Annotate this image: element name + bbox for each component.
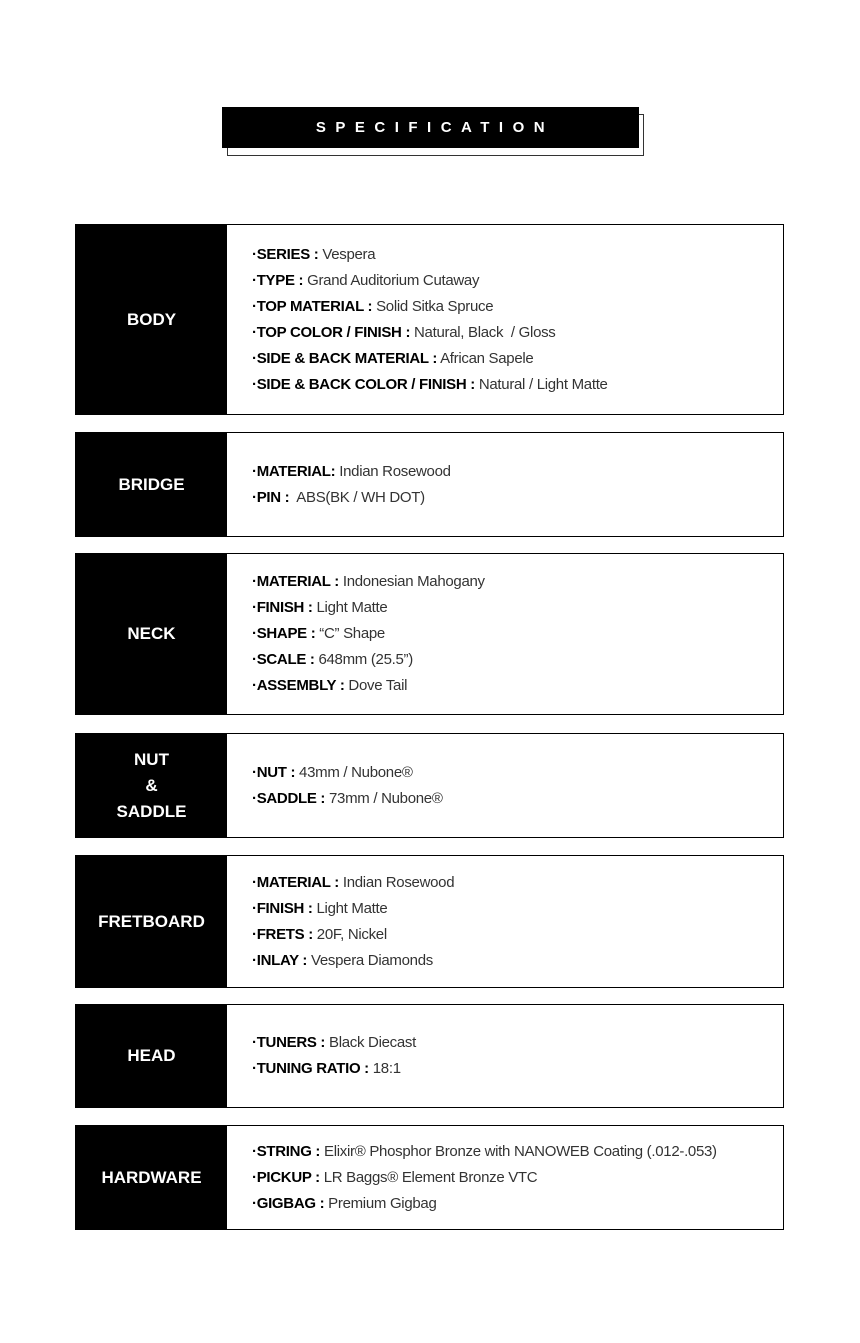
spec-row (252, 569, 783, 595)
spec-value: LR Baggs® Element Bronze VTC (319, 1168, 538, 1186)
section-details-fretboard (227, 856, 783, 987)
spec-row (252, 786, 783, 812)
spec-key: ·SIDE & BACK COLOR / FINISH : (252, 375, 475, 393)
spec-value: Black Diecast (325, 1034, 416, 1051)
section-label-body (76, 225, 227, 414)
spec-section-bridge (75, 432, 784, 537)
section-label-nut-saddle (76, 734, 227, 837)
section-label-fretboard (76, 856, 227, 987)
section-label-neck (76, 554, 227, 714)
section-label-head (76, 1005, 227, 1107)
spec-row (252, 621, 783, 647)
section-details-body (227, 225, 783, 414)
spec-key: ·GIGBAG : (252, 1194, 325, 1212)
spec-value: Indian Rosewood (335, 462, 451, 480)
spec-value: 648mm (25.5”) (314, 651, 413, 668)
section-label-line: FRETBOARD (98, 911, 205, 931)
spec-key: ·NUT : (252, 763, 296, 781)
spec-key: ·FINISH : (252, 599, 313, 616)
spec-section-fretboard (75, 855, 784, 988)
section-label-bridge (76, 433, 227, 536)
section-label-line: NECK (127, 624, 176, 643)
spec-row (252, 1056, 783, 1082)
section-label-line: BRIDGE (118, 474, 185, 494)
section-details-head (227, 1005, 783, 1107)
spec-key: ·SADDLE : (252, 789, 326, 807)
spec-row (252, 268, 783, 294)
spec-key: ·TUNERS : (252, 1034, 326, 1051)
spec-key: ·SERIES : (252, 245, 319, 263)
spec-row (252, 372, 783, 398)
section-label-line: & (145, 775, 158, 795)
section-label-line: SADDLE (116, 801, 187, 821)
spec-key: ·TUNING RATIO : (252, 1060, 369, 1077)
spec-row (252, 896, 783, 922)
spec-row (252, 320, 783, 346)
spec-row (252, 485, 783, 511)
spec-value: Vespera Diamonds (307, 951, 433, 969)
spec-section-head (75, 1004, 784, 1108)
spec-value: Elixir® Phosphor Bronze with NANOWEB Coating (.012-.053) (320, 1142, 717, 1160)
spec-key: ·SHAPE : (252, 625, 316, 642)
spec-value: Indian Rosewood (338, 873, 455, 891)
spec-row (252, 346, 783, 372)
section-label-line: HEAD (127, 1046, 176, 1065)
spec-value: Vespera (318, 245, 376, 263)
spec-section-body (75, 224, 784, 415)
spec-row (252, 294, 783, 320)
spec-row (252, 922, 783, 948)
spec-row (252, 673, 783, 699)
section-label-hardware (76, 1126, 227, 1229)
section-label-line: NUT (134, 749, 169, 769)
spec-section-hardware (75, 1125, 784, 1230)
spec-key: ·SIDE & BACK MATERIAL : (252, 349, 438, 367)
spec-key: ·FRETS : (252, 925, 313, 943)
spec-key: ·MATERIAL : (252, 873, 339, 891)
spec-section-neck (75, 553, 784, 715)
spec-value: 73mm / Nubone® (325, 789, 443, 807)
spec-row (252, 242, 783, 268)
spec-key: ·PIN : (252, 488, 290, 506)
spec-value: Solid Sitka Spruce (372, 297, 494, 315)
spec-section-nut-saddle (75, 733, 784, 838)
spec-value: Grand Auditorium Cutaway (303, 271, 480, 289)
spec-value: Light Matte (312, 599, 388, 616)
spec-key: ·ASSEMBLY : (252, 677, 345, 694)
spec-key: ·SCALE : (252, 651, 315, 668)
spec-key: ·FINISH : (252, 899, 313, 917)
spec-table (75, 0, 784, 1343)
spec-value: “C” Shape (315, 625, 385, 642)
spec-value: Natural, Black / Gloss (410, 323, 556, 341)
section-label-line: HARDWARE (101, 1167, 202, 1187)
spec-value: 18:1 (368, 1060, 401, 1077)
spec-value: African Sapele (437, 349, 534, 367)
spec-key: ·MATERIAL : (252, 573, 339, 590)
page-title: SPECIFICATION (315, 119, 555, 136)
spec-value: Light Matte (312, 899, 388, 917)
spec-value: Dove Tail (344, 677, 408, 694)
section-details-neck (227, 554, 783, 714)
spec-key: ·TOP COLOR / FINISH : (252, 323, 411, 341)
spec-value: 43mm / Nubone® (295, 763, 413, 781)
spec-row (252, 647, 783, 673)
spec-row (252, 1165, 783, 1191)
spec-key: ·STRING : (252, 1142, 321, 1160)
spec-key: ·INLAY : (252, 951, 308, 969)
spec-value: Indonesian Mahogany (338, 573, 485, 590)
section-label-line: BODY (126, 309, 177, 329)
spec-row (252, 760, 783, 786)
spec-key: ·MATERIAL: (252, 462, 336, 480)
spec-row (252, 1030, 783, 1056)
spec-value: Premium Gigbag (324, 1194, 437, 1212)
spec-row (252, 1139, 783, 1165)
spec-key: ·TOP MATERIAL : (252, 297, 373, 315)
spec-value: ABS(BK / WH DOT) (289, 488, 425, 506)
section-details-bridge (227, 433, 783, 536)
spec-key: ·TYPE : (252, 271, 304, 289)
section-details-nut-saddle (227, 734, 783, 837)
section-details-hardware (227, 1126, 783, 1229)
spec-key: ·PICKUP : (252, 1168, 320, 1186)
spec-row (252, 459, 783, 485)
spec-row (252, 948, 783, 974)
spec-row (252, 1191, 783, 1217)
spec-row (252, 595, 783, 621)
spec-value: 20F, Nickel (312, 925, 387, 943)
spec-value: Natural / Light Matte (474, 375, 608, 393)
spec-row (252, 870, 783, 896)
